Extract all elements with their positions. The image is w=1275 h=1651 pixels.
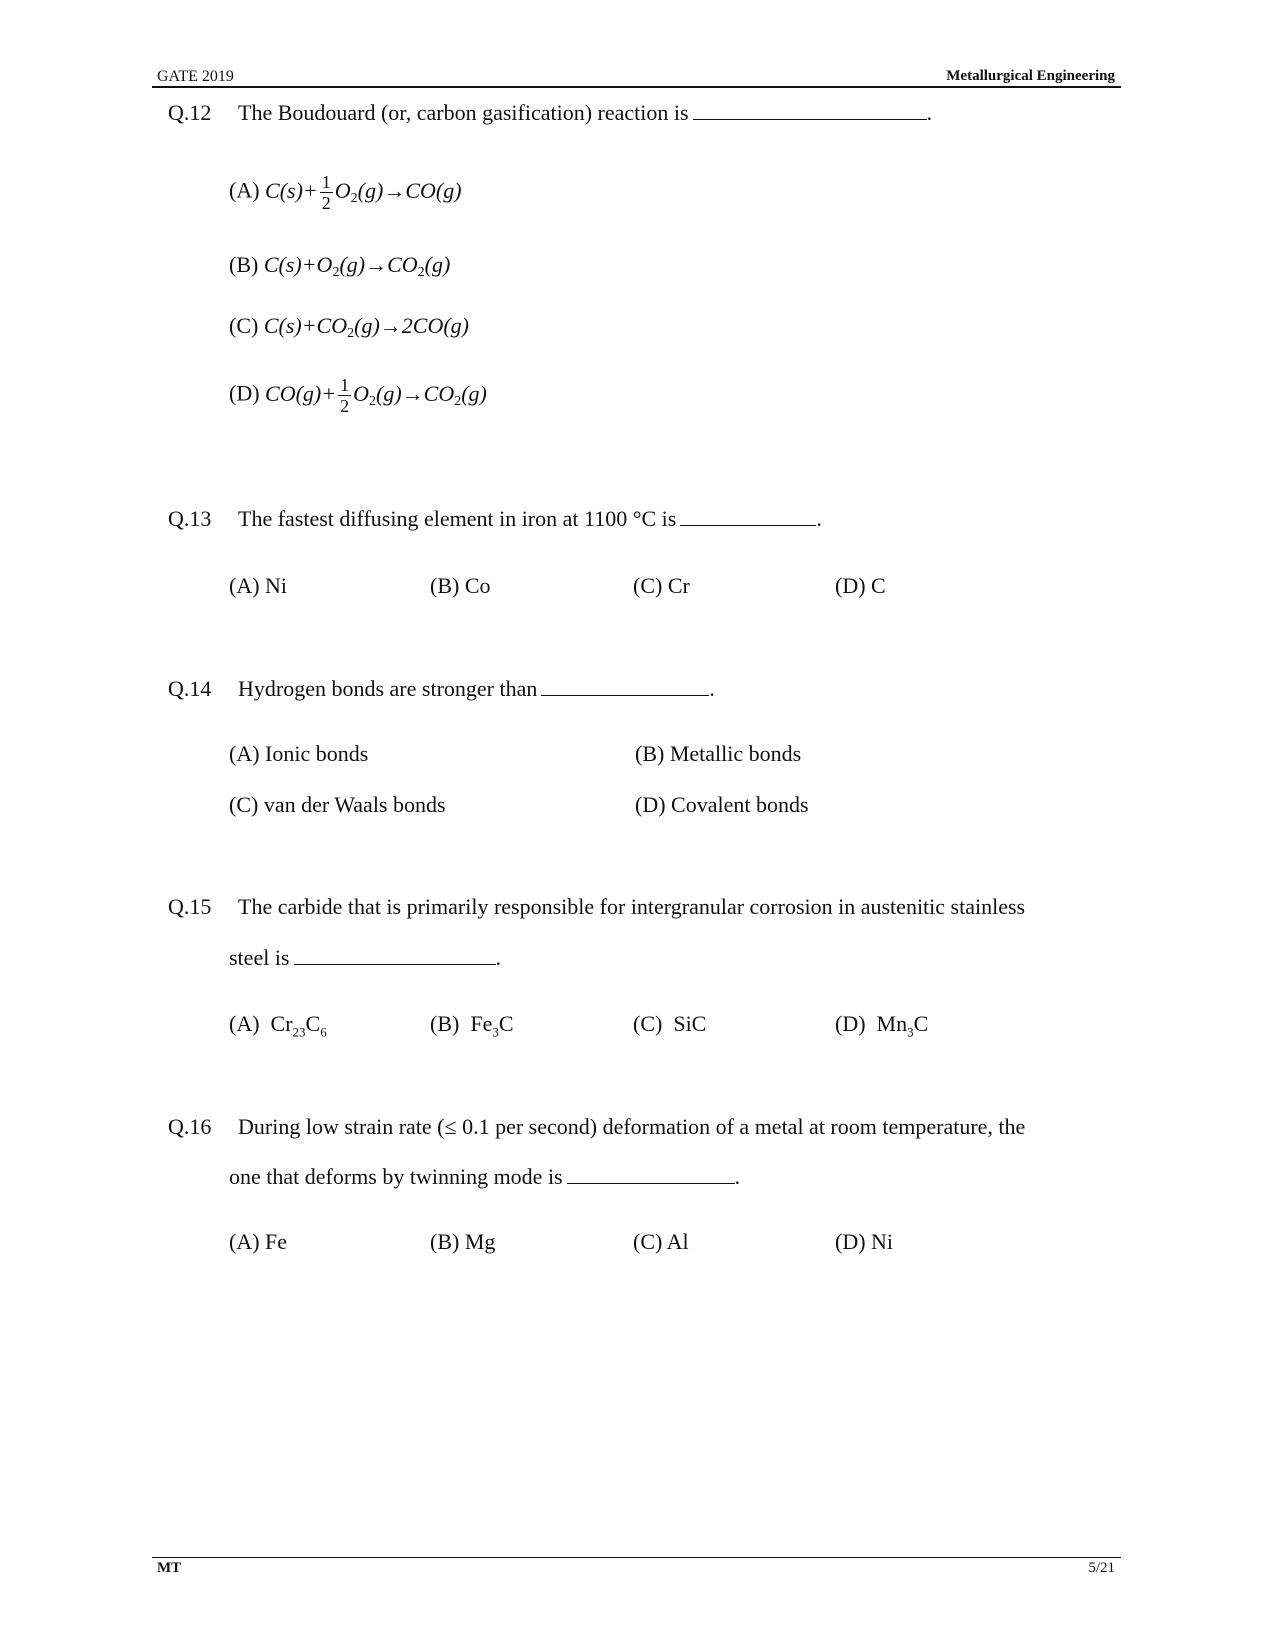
option-b: (B) Mg	[430, 1229, 496, 1254]
period: .	[495, 945, 501, 970]
eq-part: O	[353, 380, 369, 406]
formula-part: C	[913, 1011, 929, 1036]
subscript: 2	[347, 326, 355, 341]
header-subject: Metallurgical Engineering	[946, 68, 1115, 84]
formula-part: SiC	[673, 1011, 707, 1036]
option-d: (D) Ni	[835, 1229, 894, 1254]
subscript: 3	[492, 1024, 499, 1040]
question-12	[168, 100, 932, 126]
subscript: 2	[417, 265, 425, 280]
option-b	[229, 252, 450, 281]
period: .	[816, 506, 822, 531]
period: .	[734, 1164, 741, 1189]
equation	[265, 172, 462, 213]
question-number: Q.15	[168, 894, 212, 919]
fraction	[338, 375, 351, 416]
option-label: (D)	[835, 1011, 866, 1036]
subscript: 2	[454, 393, 462, 409]
formula-part: C	[305, 1011, 321, 1036]
subscript: 6	[320, 1024, 327, 1040]
eq-part: (g)	[461, 380, 487, 406]
option-label: (B)	[229, 252, 259, 277]
answer-blank	[680, 524, 816, 526]
frac-num: 1	[321, 172, 331, 192]
header-rule	[152, 86, 1121, 88]
option-label: (C)	[229, 313, 259, 338]
eq-part: (g)→CO(g)	[357, 177, 462, 203]
question-15	[168, 894, 1025, 920]
option-a	[229, 1011, 327, 1040]
option-d	[229, 375, 487, 416]
question-text: During low strain rate (≤ 0.1 per second) deformation of a metal at room temperature, the	[238, 1114, 1026, 1139]
question-16	[168, 1114, 1025, 1140]
option-c: (C) Al	[633, 1229, 689, 1254]
option-d: (D) C	[835, 573, 886, 598]
question-number: Q.14	[168, 676, 212, 701]
option-a: (A) Fe	[229, 1229, 288, 1254]
frac-num: 1	[340, 375, 350, 395]
option-label: (A)	[229, 177, 260, 203]
equation	[265, 375, 487, 416]
option-label: (C)	[633, 1011, 663, 1036]
eq-part: (g)→CO	[376, 380, 455, 406]
question-number: Q.16	[168, 1114, 212, 1139]
option-c	[229, 313, 469, 342]
question-text: Hydrogen bonds are stronger than	[238, 676, 538, 701]
answer-blank	[693, 118, 927, 120]
subscript: 2	[350, 190, 358, 206]
period: .	[926, 100, 933, 125]
question-number: Q.12	[168, 100, 212, 125]
question-number: Q.13	[168, 506, 212, 531]
question-text: The carbide that is primarily responsible for intergranular corrosion in austenitic stainless	[238, 894, 1026, 919]
formula-part: Mn	[876, 1011, 908, 1036]
option-label: (D)	[229, 380, 260, 406]
eq-part: C(s)+	[265, 177, 318, 203]
eq-part: (g)→CO	[339, 252, 418, 277]
equation	[263, 252, 451, 280]
eq-part: (g)→2CO(g)	[354, 313, 469, 338]
option-c: (C) Cr	[633, 573, 690, 598]
page-number: 5/21	[1088, 1560, 1115, 1576]
option-label: (B)	[430, 1011, 460, 1036]
option-label: (A)	[229, 1011, 260, 1036]
header-exam-name: GATE 2019	[157, 68, 234, 85]
question-text: steel is	[229, 945, 290, 970]
formula-part: Cr	[270, 1011, 293, 1036]
option-c	[633, 1011, 706, 1037]
question-text: The fastest diffusing element in iron at 1100 °C is	[238, 506, 677, 531]
question-text: one that deforms by twinning mode is	[229, 1164, 563, 1189]
answer-blank	[567, 1182, 735, 1184]
option-b: (B) Metallic bonds	[635, 741, 802, 766]
eq-part: C(s)+CO	[263, 313, 348, 338]
option-a: (A) Ionic bonds	[229, 741, 369, 766]
option-b	[430, 1011, 514, 1040]
eq-part: O	[334, 177, 351, 203]
equation	[263, 313, 469, 341]
fraction	[320, 172, 333, 213]
subscript: 3	[907, 1024, 914, 1040]
formula-part: C	[498, 1011, 514, 1036]
formula-part: Fe	[470, 1011, 493, 1036]
question-14	[168, 676, 715, 702]
question-16-continuation	[229, 1164, 740, 1190]
question-15-continuation	[229, 945, 501, 971]
footer-paper-code: MT	[157, 1560, 182, 1576]
subscript: 2	[332, 265, 340, 280]
question-text: The Boudouard (or, carbon gasification) reaction is	[238, 100, 689, 125]
answer-blank	[294, 963, 496, 965]
option-a	[229, 172, 462, 213]
subscript: 23	[292, 1024, 306, 1040]
option-b: (B) Co	[430, 573, 491, 598]
eq-part: C(s)+O	[263, 252, 333, 277]
option-d: (D) Covalent bonds	[635, 792, 809, 817]
eq-part: (g)	[424, 252, 451, 277]
footer-rule	[152, 1557, 1121, 1558]
option-c: (C) van der Waals bonds	[229, 792, 446, 817]
subscript: 2	[369, 393, 376, 409]
answer-blank	[541, 694, 709, 696]
option-a: (A) Ni	[229, 573, 288, 598]
frac-den: 2	[340, 396, 350, 416]
eq-part: CO(g)+	[265, 380, 337, 406]
frac-den: 2	[321, 193, 331, 213]
option-d	[835, 1011, 928, 1040]
question-13	[168, 506, 822, 532]
period: .	[709, 676, 715, 701]
